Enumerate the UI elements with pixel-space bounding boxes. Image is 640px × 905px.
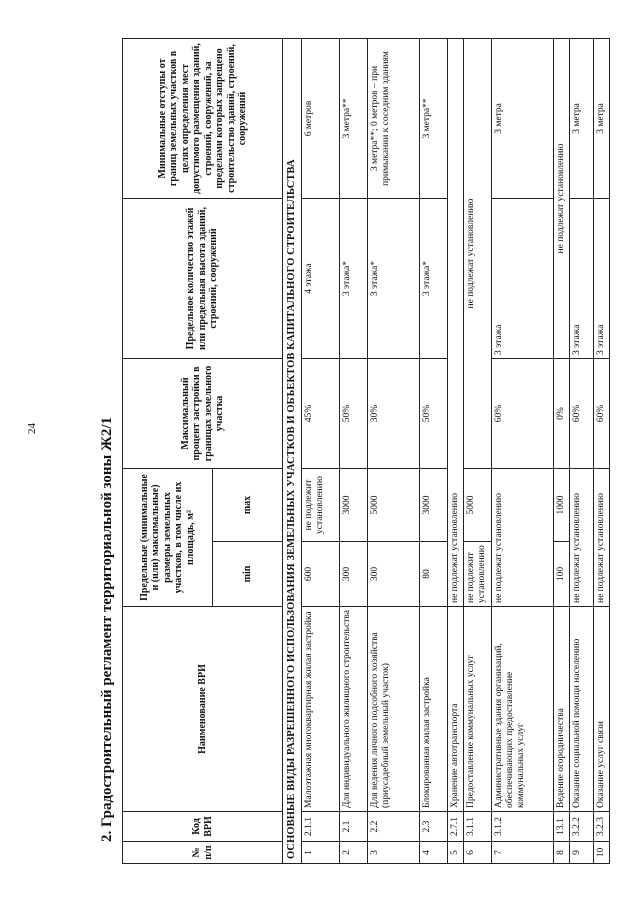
row-name: Хранение автотранспорта [448, 607, 464, 812]
row-min: 600 [302, 542, 340, 607]
row-num: 9 [569, 842, 593, 864]
row-name: Ведение огородничества [553, 607, 569, 812]
row-floors: 4 этажа [302, 198, 340, 358]
header-num: № п/п [123, 842, 283, 864]
row-name: Оказание услуг связи [593, 607, 609, 812]
row-code: 2.1.1 [302, 812, 340, 842]
section-row [283, 38, 302, 863]
row-setback: 6 метров [302, 38, 340, 198]
row-setback: 3 метра**; 0 метров – при примыкании к соседним зданиям [368, 38, 420, 198]
row-percent: 60% [491, 358, 553, 468]
row-code: 3.1.1 [463, 812, 491, 842]
row-name: Для индивидуального жилищного строительства [340, 607, 368, 812]
row-num: 10 [593, 842, 609, 864]
row-percent: 50% [340, 358, 368, 468]
row-min: 300 [368, 542, 420, 607]
row-num: 2 [340, 842, 368, 864]
row-percent: 30% [368, 358, 420, 468]
page-title: 2. Градостроительный регламент территориальной зоны Ж2/1 [99, 416, 115, 842]
row-max: 5000 [368, 468, 420, 541]
row-percent: 60% [569, 358, 593, 468]
row-code: 3.1.2 [491, 812, 553, 842]
row-name: Малоэтажная многоквартирная жилая застройка [302, 607, 340, 812]
row-name: Административные здания организаций, обеспечивающих предоставление коммунальных услуг [491, 607, 553, 812]
header-percent: Максимальный процент застройки в границах земельного участка [123, 358, 283, 468]
row-floors: 3 этажа [593, 198, 609, 358]
row-setback: 3 метра** [340, 38, 368, 198]
header-code: Код ВРИ [123, 812, 283, 842]
page-number: 24 [26, 423, 38, 434]
row-span-note: не подлежат установлению [593, 468, 609, 606]
table-row [593, 38, 609, 863]
row-max: не подлежит установлению [302, 468, 340, 541]
row-num: 7 [491, 842, 553, 864]
table-row [420, 38, 448, 863]
row-span-note: не подлежат установлению [463, 38, 491, 468]
row-setback: 3 метра [491, 38, 553, 198]
row-name: Блокированная жилая застройка [420, 607, 448, 812]
table-row [368, 38, 420, 863]
row-floors: 3 этажа* [368, 198, 420, 358]
row-setback: 3 метра [569, 38, 593, 198]
rotated-page [92, 39, 606, 864]
row-num: 8 [553, 842, 569, 864]
row-span-note: не подлежат установлению [553, 38, 569, 358]
header-size: Предельные (минимальные и (или) максимальные) размеры земельных участков, в том числе их площадь, м² [123, 468, 213, 606]
row-max: 1000 [553, 468, 569, 541]
header-row [123, 38, 213, 863]
row-percent: 0% [553, 358, 569, 468]
row-min: не подлежит установлению [463, 542, 491, 607]
row-num: 4 [420, 842, 448, 864]
row-num: 6 [463, 842, 491, 864]
header-max: max [213, 468, 283, 541]
row-setback: 3 метра** [420, 38, 448, 198]
row-code: 13.1 [553, 812, 569, 842]
row-code: 2.7.1 [448, 812, 464, 842]
table-row [553, 38, 569, 863]
header-min: min [213, 542, 283, 607]
row-min: 100 [553, 542, 569, 607]
table-row [569, 38, 593, 863]
row-num: 1 [302, 842, 340, 864]
header-setback: Минимальные отступы от границ земельных участков в целях определения мест допустимого размещения зданий, строений, сооружений, за пределами которых запрещено строительство зданий, строений, сооружений [123, 38, 283, 198]
regulation-table [122, 38, 610, 864]
row-code: 3.2.3 [593, 812, 609, 842]
row-percent: 45% [302, 358, 340, 468]
row-name: Предоставление коммунальных услуг [463, 607, 491, 812]
row-floors: 3 этажа* [420, 198, 448, 358]
row-code: 2.3 [420, 812, 448, 842]
row-percent: 50% [420, 358, 448, 468]
table-row [463, 38, 491, 863]
table-row [302, 38, 340, 863]
row-name: Оказание социальной помощи населению [569, 607, 593, 812]
row-floors: 3 этажа [569, 198, 593, 358]
row-percent: 60% [593, 358, 609, 468]
row-min: 80 [420, 542, 448, 607]
row-span-note: не подлежат установлению [569, 468, 593, 606]
row-num: 3 [368, 842, 420, 864]
row-floors: 3 этажа* [340, 198, 368, 358]
section-title: ОСНОВНЫЕ ВИДЫ РАЗРЕШЕННОГО ИСПОЛЬЗОВАНИЯ ЗЕМЕЛЬНЫХ УЧАСТКОВ И ОБЪЕКТОВ КАПИТАЛЬНОГО СТРОИТЕЛЬСТВА [283, 38, 302, 863]
table-row [340, 38, 368, 863]
row-span-note: не подлежат установлению [491, 468, 553, 606]
row-code: 3.2.2 [569, 812, 593, 842]
row-num: 5 [448, 842, 464, 864]
row-max: 5000 [463, 468, 491, 541]
row-name: Для ведения личного подсобного хозяйства (приусадебный земельный участок) [368, 607, 420, 812]
row-min: 300 [340, 542, 368, 607]
row-max: 3000 [420, 468, 448, 541]
row-code: 2.2 [368, 812, 420, 842]
header-floors: Предельное количество этажей или предельная высота зданий, строений, сооружений [123, 198, 283, 358]
row-max: 3000 [340, 468, 368, 541]
row-span-note: не подлежат установлению [448, 38, 464, 606]
row-code: 2.1 [340, 812, 368, 842]
row-setback: 3 метра [593, 38, 609, 198]
header-name: Наименование ВРИ [123, 607, 283, 812]
row-floors: 3 этажа [491, 198, 553, 358]
table-row [491, 38, 553, 863]
table-row [448, 38, 464, 863]
